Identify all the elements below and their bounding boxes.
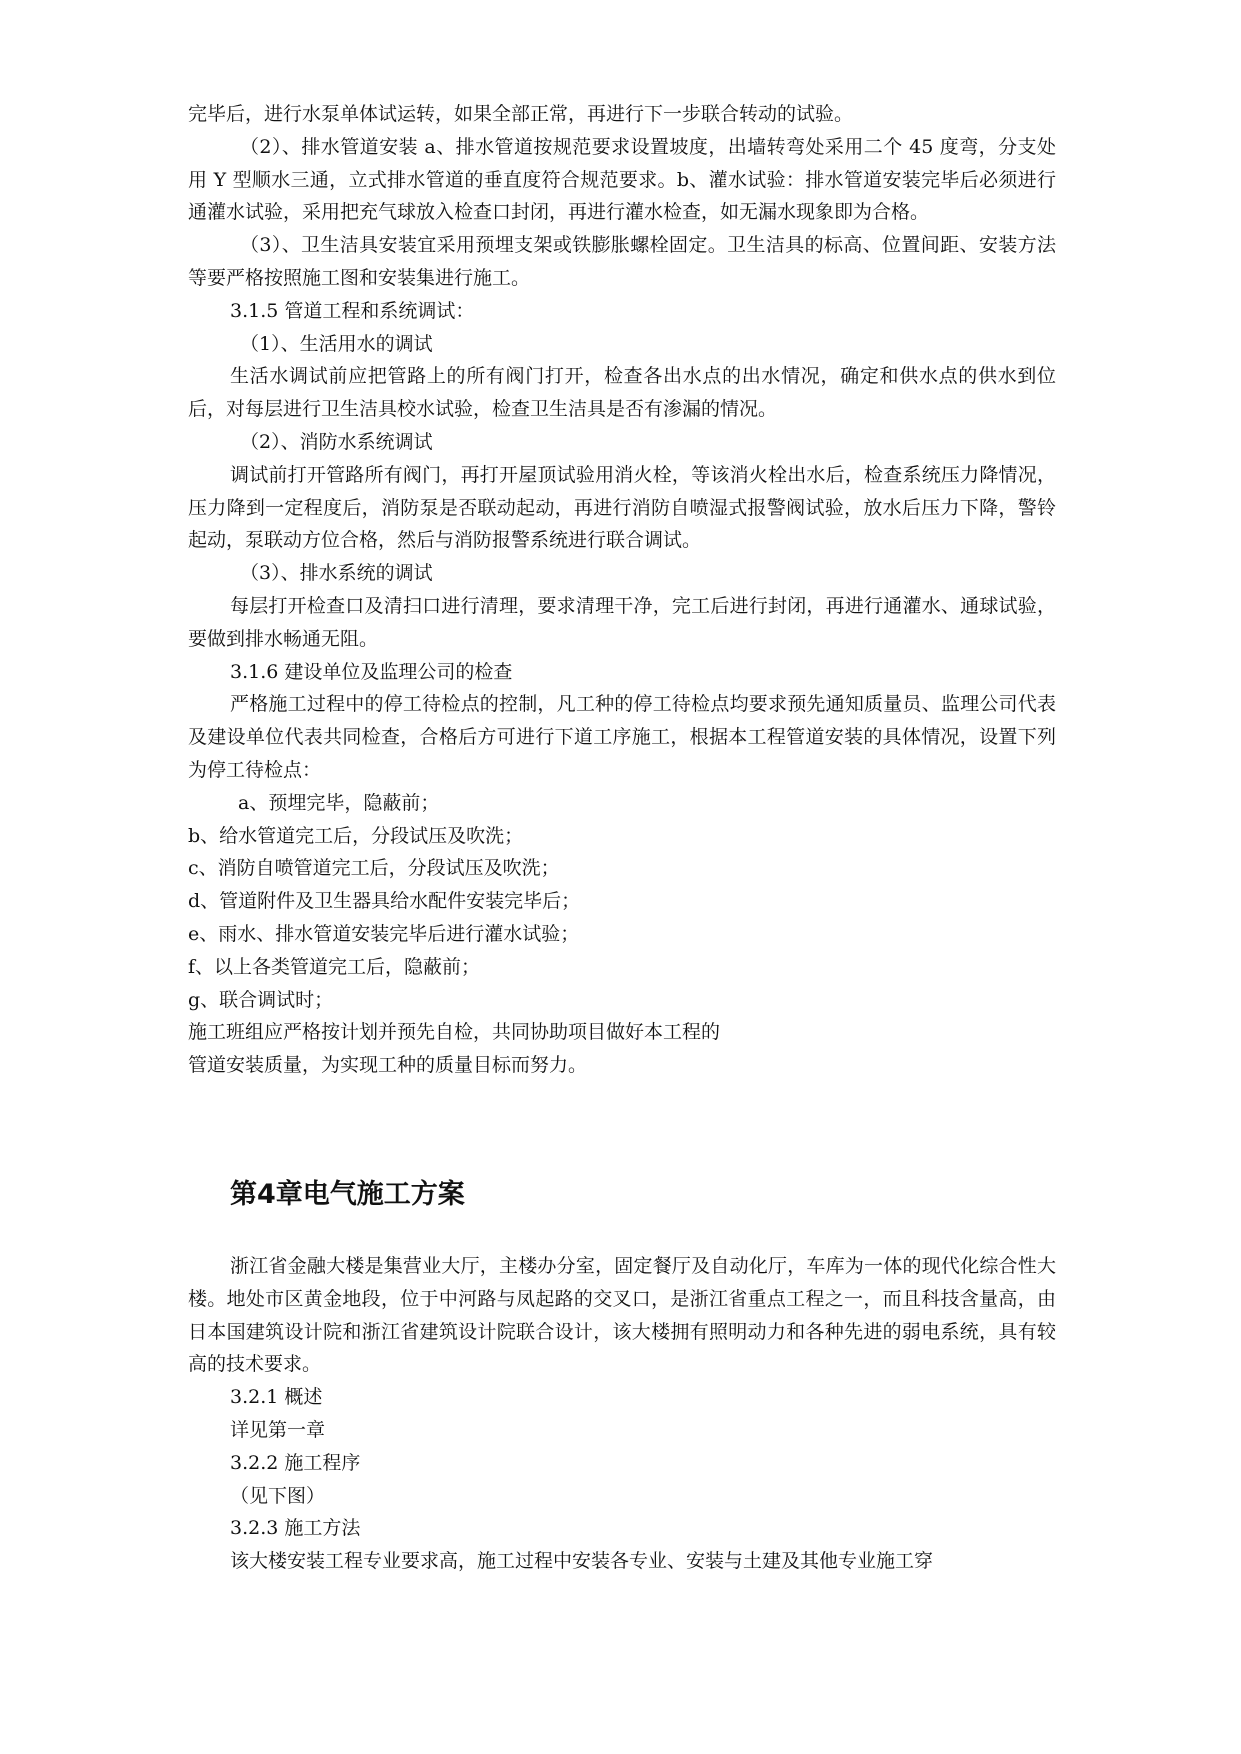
paragraph-sanitary-fixtures: （3）、卫生洁具安装宜采用预埋支架或铁膨胀螺栓固定。卫生洁具的标高、位置间距、安装方法等要严格按照施工图和安装集进行施工。 — [188, 234, 1056, 289]
item-heading-drainage: （3）、排水系统的调试 — [240, 562, 433, 585]
paragraph-drainage: 每层打开检查口及清扫口进行清理，要求清理干净，完工后进行封闭，再进行通灌水、通球试验，要做到排水畅通无阻。 — [188, 594, 1056, 650]
section-plumbing-testing — [188, 98, 1056, 1082]
list-item: f、以上各类管道完工后，隐蔽前； — [188, 955, 481, 978]
section-electrical — [188, 1250, 1056, 1578]
list-item: a、预埋完毕，隐蔽前； — [238, 791, 440, 814]
subheading-3-1-5: 3.1.5 管道工程和系统调试： — [230, 299, 475, 322]
paragraph-building-overview: 浙江省金融大楼是集营业大厅，主楼办分室，固定餐厅及自动化厅，车库为一体的现代化综合性大楼。地处市区黄金地段，位于中河路与凤起路的交叉口，是浙江省重点工程之一，而且科技含量高，由日本国建筑设计院和浙江省建筑设计院联合设计，该大楼拥有照明动力和各种先进的弱电系统，具有较高的技术要求。 — [188, 1255, 1056, 1376]
paragraph-drainage-pipe: （2）、排水管道安装 a、排水管道按规范要求设置坡度，出墙转弯处采用二个 45 度弯，分支处用 Y 型顺水三通，立式排水管道的垂直度符合规范要求。b、灌水试验：排水管道安装完毕后必须进行通灌水试验，采用把充气球放入检查口封闭，再进行灌水检查，如无漏水现象即为合格。 — [188, 135, 1056, 224]
subheading-3-2-3: 3.2.3 施工方法 — [230, 1517, 361, 1540]
paragraph: （见下图） — [230, 1484, 326, 1507]
paragraph-closing-line-2: 管道安装质量，为实现工种的质量目标而努力。 — [188, 1054, 588, 1077]
list-item: d、管道附件及卫生器具给水配件安装完毕后； — [188, 890, 581, 913]
subheading-3-2-1: 3.2.1 概述 — [230, 1386, 323, 1409]
paragraph-construction-method: 该大楼安装工程专业要求高，施工过程中安装各专业、安装与土建及其他专业施工穿 — [230, 1550, 934, 1573]
item-heading-domestic-water: （1）、生活用水的调试 — [240, 332, 433, 355]
paragraph: 完毕后，进行水泵单体试运转，如果全部正常，再进行下一步联合转动的试验。 — [188, 103, 854, 125]
item-heading-fire-water: （2）、消防水系统调试 — [240, 430, 433, 453]
chapter-title: 第4章电气施工方案 — [230, 1179, 465, 1210]
list-item: g、联合调试时； — [188, 988, 334, 1011]
subheading-3-1-6: 3.1.6 建设单位及监理公司的检查 — [230, 660, 513, 683]
list-item: b、给水管道完工后，分段试压及吹洗； — [188, 824, 524, 847]
paragraph-closing-line-1: 施工班组应严格按计划并预先自检，共同协助项目做好本工程的 — [188, 1021, 721, 1044]
list-item: c、消防自喷管道完工后，分段试压及吹洗； — [188, 857, 560, 880]
paragraph-hold-points: 严格施工过程中的停工待检点的控制，凡工种的停工待检点均要求预先通知质量员、监理公司代表及建设单位代表共同检查，合格后方可进行下道工序施工，根据本工程管道安装的具体情况，设置下列为停工待检点： — [188, 693, 1056, 781]
paragraph: 详见第一章 — [230, 1418, 326, 1441]
subheading-3-2-2: 3.2.2 施工程序 — [230, 1451, 361, 1474]
list-item: e、雨水、排水管道安装完毕后进行灌水试验； — [188, 922, 580, 945]
paragraph-domestic-water: 生活水调试前应把管路上的所有阀门打开，检查各出水点的出水情况，确定和供水点的供水到位后，对每层进行卫生洁具校水试验，检查卫生洁具是否有渗漏的情况。 — [188, 365, 1056, 421]
paragraph-fire-water: 调试前打开管路所有阀门，再打开屋顶试验用消火栓，等该消火栓出水后，检查系统压力降情况，压力降到一定程度后，消防泵是否联动起动，再进行消防自喷湿式报警阀试验，放水后压力下降，警铃起动，泵联动方位合格，然后与消防报警系统进行联合调试。 — [188, 463, 1056, 552]
